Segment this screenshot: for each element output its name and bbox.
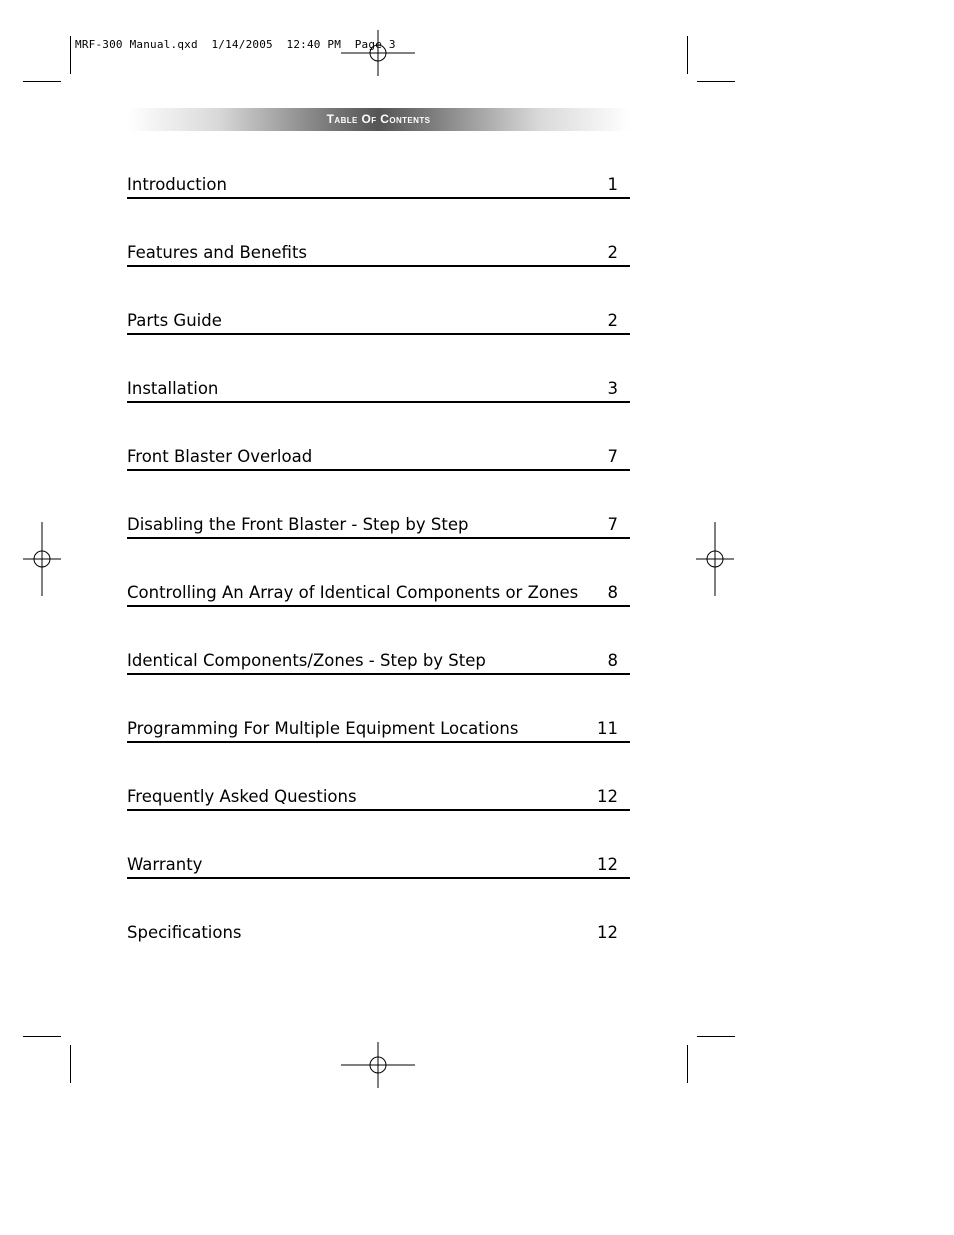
toc-entry-page: 12	[597, 787, 618, 806]
toc-entry-title: Controlling An Array of Identical Components or Zones	[127, 583, 579, 602]
toc-entry-page: 7	[607, 515, 618, 534]
toc-entry[interactable]	[127, 241, 630, 267]
toc-entry-page: 2	[607, 311, 618, 330]
registration-mark-bottom-icon	[341, 1028, 415, 1102]
crop-mark-top-left-vertical	[70, 36, 71, 74]
toc-entry-title: Warranty	[127, 855, 203, 874]
toc-entry-page: 7	[607, 447, 618, 466]
toc-entry[interactable]	[127, 853, 630, 879]
toc-entry-title: Frequently Asked Questions	[127, 787, 357, 806]
toc-entry-page: 12	[597, 923, 618, 942]
toc-entry-title: Disabling the Front Blaster - Step by Step	[127, 515, 469, 534]
toc-entry[interactable]	[127, 785, 630, 811]
toc-list	[127, 173, 630, 987]
file-slug-line: MRF-300 Manual.qxd 1/14/2005 12:40 PM Page 3	[75, 38, 396, 51]
registration-mark-left-icon	[5, 522, 79, 596]
toc-entry[interactable]	[127, 513, 630, 539]
toc-entry[interactable]	[127, 581, 630, 607]
toc-entry[interactable]	[127, 309, 630, 335]
toc-entry-page: 2	[607, 243, 618, 262]
toc-entry-page: 1	[607, 175, 618, 194]
crop-mark-bottom-left-vertical	[70, 1045, 71, 1083]
toc-entry[interactable]	[127, 921, 630, 945]
toc-entry-page: 8	[607, 651, 618, 670]
toc-entry-title: Front Blaster Overload	[127, 447, 313, 466]
toc-entry-title: Parts Guide	[127, 311, 222, 330]
toc-entry-title: Installation	[127, 379, 219, 398]
crop-mark-top-right-horizontal	[697, 81, 735, 82]
crop-mark-top-right-vertical	[687, 36, 688, 74]
toc-entry-page: 8	[607, 583, 618, 602]
toc-entry-page: 12	[597, 855, 618, 874]
toc-entry-title: Introduction	[127, 175, 227, 194]
toc-heading: Table Of Contents	[326, 112, 431, 126]
crop-mark-bottom-right-vertical	[687, 1045, 688, 1083]
crop-mark-bottom-left-horizontal	[23, 1036, 61, 1037]
toc-entry[interactable]	[127, 445, 630, 471]
crop-mark-bottom-right-horizontal	[697, 1036, 735, 1037]
registration-mark-right-icon	[678, 522, 752, 596]
toc-entry-title: Identical Components/Zones - Step by Step	[127, 651, 486, 670]
toc-entry[interactable]	[127, 649, 630, 675]
toc-header-bar	[127, 108, 630, 131]
toc-entry-page: 3	[607, 379, 618, 398]
toc-entry-title: Features and Benefits	[127, 243, 308, 262]
toc-entry[interactable]	[127, 377, 630, 403]
registration-mark-top-icon	[341, 16, 415, 90]
toc-entry-title: Specifications	[127, 923, 242, 942]
crop-mark-top-left-horizontal	[23, 81, 61, 82]
toc-entry[interactable]	[127, 717, 630, 743]
toc-entry-page: 11	[597, 719, 618, 738]
toc-entry-title: Programming For Multiple Equipment Locations	[127, 719, 519, 738]
toc-entry[interactable]	[127, 173, 630, 199]
